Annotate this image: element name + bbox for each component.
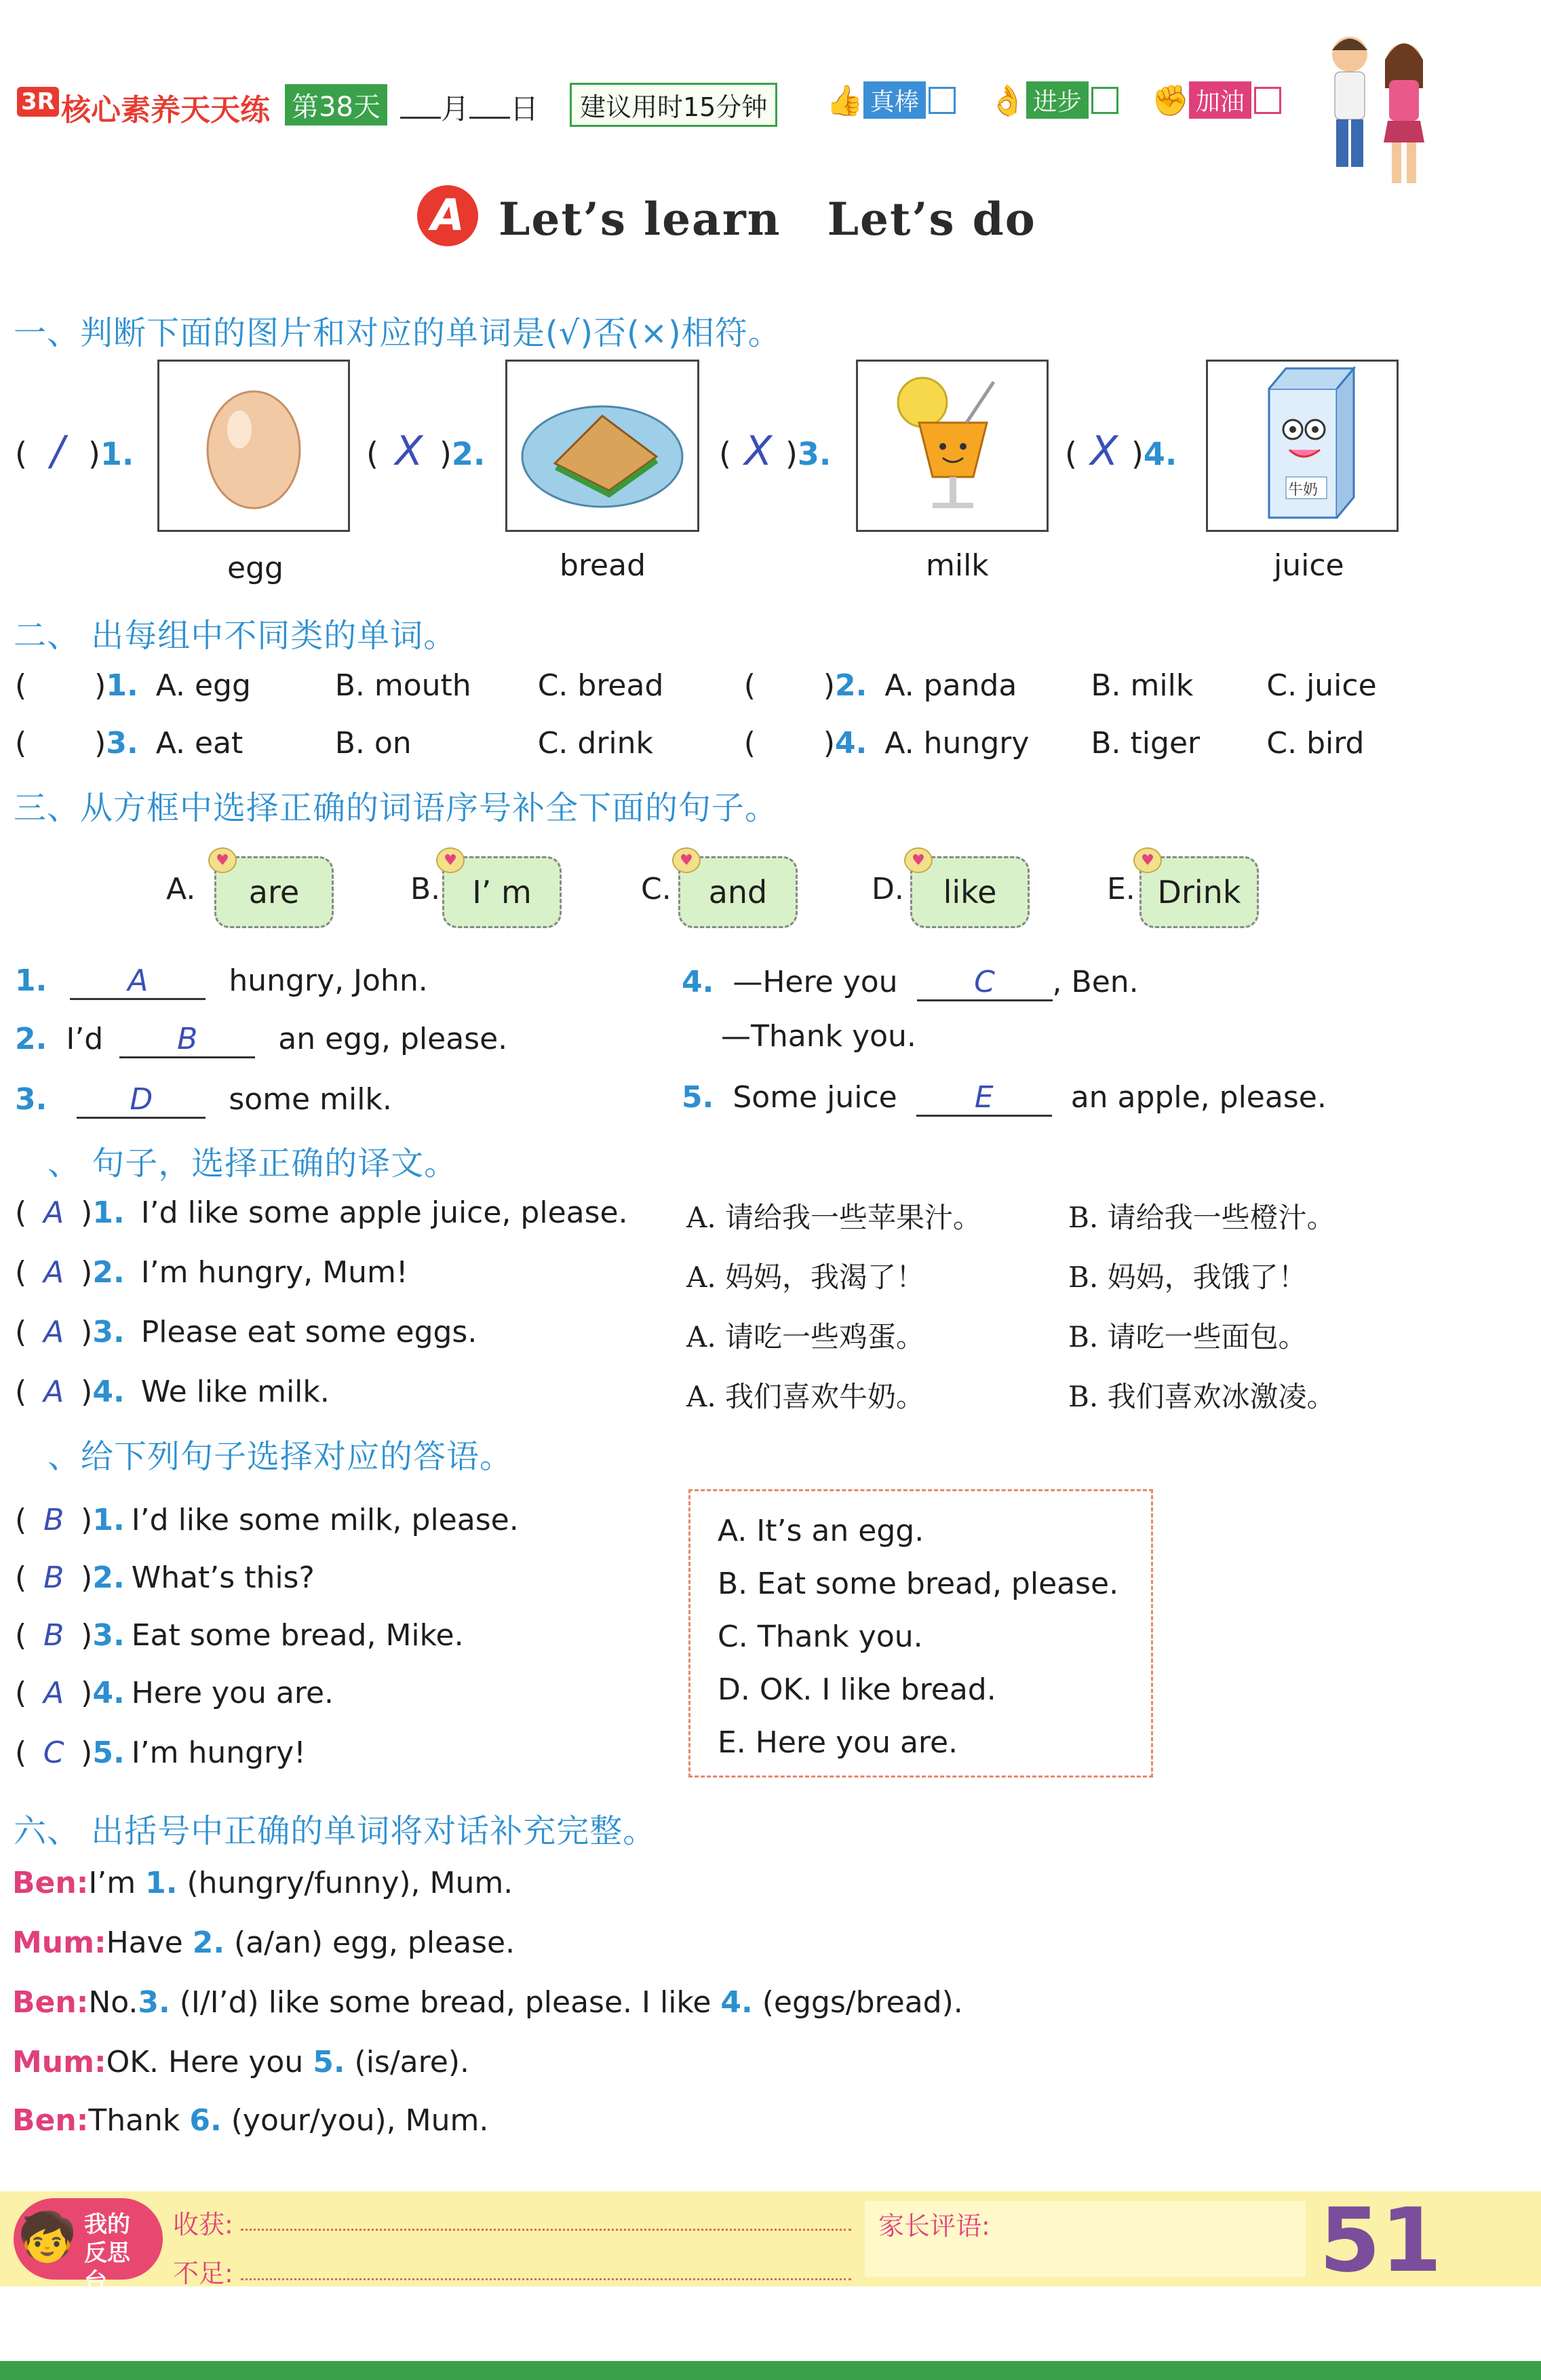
s4-q4-option-a: A. 我们喜欢牛奶。 xyxy=(686,1380,925,1413)
juice-word: juice xyxy=(1274,548,1344,583)
option-d-letter: D. xyxy=(872,872,904,906)
s3-q5: 5. Some juice E an apple, please. xyxy=(682,1080,1327,1117)
s5-choice-a: A. It’s an egg. xyxy=(718,1514,924,1548)
s4-q2-answer[interactable]: A xyxy=(43,1255,64,1290)
egg-picture-frame xyxy=(157,360,350,532)
s3-q4-blank[interactable]: C xyxy=(917,965,1053,1001)
s2-row1: ( )1. A. egg B. mouth C. bread ( )2. A. panda B. milk C. juice xyxy=(15,668,1377,703)
badge-progress-label: 进步 xyxy=(1026,81,1089,119)
s5-q5-answer[interactable]: C xyxy=(43,1735,64,1770)
footer-band xyxy=(0,2189,1541,2295)
s1-q4-answer[interactable]: X xyxy=(1090,427,1118,475)
s3-q5-blank[interactable]: E xyxy=(916,1080,1052,1117)
option-c-letter: C. xyxy=(641,872,671,906)
option-a-tag: ♥ are xyxy=(214,856,334,928)
s3-q2-blank[interactable]: B xyxy=(119,1022,255,1058)
s3-q1: 1. A hungry, John. xyxy=(15,963,428,1000)
option-e-letter: E. xyxy=(1107,872,1135,906)
option-c-tag: ♥ and xyxy=(678,856,798,928)
brand-logo: 3R xyxy=(17,87,59,117)
heart-icon: ♥ xyxy=(436,847,465,873)
s3-q1-blank[interactable]: A xyxy=(70,963,206,1000)
s5-row1: ( B )1. I’d like some milk, please. xyxy=(15,1503,519,1537)
s5-row5: ( C )5. I’m hungry! xyxy=(15,1735,306,1770)
section1-heading: 一、判断下面的图片和对应的单词是(√)否(×)相符。 xyxy=(14,314,781,352)
badge-cheer-label: 加油 xyxy=(1189,81,1251,119)
s5-choice-c: C. Thank you. xyxy=(718,1619,923,1654)
s4-q2-option-a: A. 妈妈，我渴了！ xyxy=(686,1261,925,1294)
lack-line[interactable] xyxy=(241,2278,851,2280)
bread-picture-frame xyxy=(505,360,699,532)
section2-heading: 二、 出每组中不同类的单词。 xyxy=(14,617,457,655)
s5-choice-d: D. OK. I like bread. xyxy=(718,1672,996,1707)
s4-q3-option-b: B. 请吃一些面包。 xyxy=(1068,1320,1307,1354)
gain-label: 收获: xyxy=(173,2210,233,2240)
option-d-tag: ♥ like xyxy=(910,856,1030,928)
lack-label: 不足: xyxy=(173,2259,233,2288)
milk-word: milk xyxy=(926,548,989,583)
brand-name: 核心素养天天练 xyxy=(61,93,270,128)
section6-heading: 六、 出括号中正确的单词将对话补充完整。 xyxy=(14,1812,657,1850)
month-blank: 月 日 xyxy=(400,87,539,128)
ok-hand-icon: 👌 xyxy=(989,83,1026,118)
s6-line1: Ben:I’m 1. (hungry/funny), Mum. xyxy=(12,1866,513,1900)
badge-progress-checkbox[interactable] xyxy=(1091,87,1118,114)
badge-progress[interactable] xyxy=(989,81,1118,119)
parent-comment-box[interactable] xyxy=(865,2201,1306,2277)
s1-q3-paren: ( X )3. xyxy=(719,427,832,475)
heart-icon: ♥ xyxy=(904,847,933,873)
s5-choices-box xyxy=(688,1489,1153,1778)
heart-icon: ♥ xyxy=(208,847,237,873)
section3-heading: 三、从方框中选择正确的词语序号补全下面的句子。 xyxy=(14,789,779,827)
heart-icon: ♥ xyxy=(1133,847,1162,873)
s4-row3: ( A )3. Please eat some eggs. xyxy=(15,1315,477,1349)
badge-cheer[interactable] xyxy=(1152,81,1281,119)
s4-q1-option-b: B. 请给我一些橙汁。 xyxy=(1068,1201,1335,1234)
badge-great-checkbox[interactable] xyxy=(929,87,956,114)
page-number: 51 xyxy=(1319,2189,1442,2292)
milk-picture-frame xyxy=(856,360,1049,532)
s5-q4-answer[interactable]: A xyxy=(43,1676,64,1710)
s4-q2-option-b: B. 妈妈，我饿了！ xyxy=(1068,1261,1307,1294)
section4-heading: 、 句子，选择正确的译文。 xyxy=(47,1145,458,1183)
day-badge: 第38天 xyxy=(285,84,387,126)
s3-q4-reply: —Thank you. xyxy=(721,1019,916,1054)
s5-choice-b: B. Eat some bread, please. xyxy=(718,1567,1119,1601)
heart-icon: ♥ xyxy=(672,847,701,873)
s4-q3-answer[interactable]: A xyxy=(43,1315,64,1349)
bread-word: bread xyxy=(560,548,646,583)
milk-box-label: 牛奶 xyxy=(1288,482,1319,499)
title-text: Let’s learn Let’s do xyxy=(499,193,1036,246)
bottom-border xyxy=(0,2361,1541,2380)
s4-q1-answer[interactable]: A xyxy=(43,1195,64,1230)
badge-great[interactable] xyxy=(826,81,956,119)
milk-carton-image xyxy=(1208,362,1397,530)
reflection-badge-text: 我的反思台 xyxy=(84,2211,130,2295)
s6-line2: Mum:Have 2. (a/an) egg, please. xyxy=(12,1925,515,1960)
s3-q2: 2. I’d B an egg, please. xyxy=(15,1022,507,1058)
s1-q2-paren: ( X )2. xyxy=(366,427,486,475)
parent-comment-label: 家长评语: xyxy=(878,2211,990,2241)
s4-row1: ( A )1. I’d like some apple juice, please. xyxy=(15,1195,628,1230)
sandwich-image xyxy=(507,362,697,530)
option-b-tag: ♥ I’ m xyxy=(442,856,562,928)
s3-q4: 4. —Here you C , Ben. xyxy=(682,965,1139,1001)
s4-q3-option-a: A. 请吃一些鸡蛋。 xyxy=(686,1320,925,1354)
page-title xyxy=(417,183,1036,248)
egg-image xyxy=(159,362,348,530)
option-e-tag: ♥ Drink xyxy=(1139,856,1259,928)
s5-row3: ( B )3. Eat some bread, Mike. xyxy=(15,1618,464,1653)
s3-q3: 3. D some milk. xyxy=(15,1082,392,1119)
option-b-letter: B. xyxy=(410,872,441,906)
thumbs-up-icon: 👍 xyxy=(826,83,863,118)
s5-q1-answer[interactable]: B xyxy=(43,1503,64,1537)
gain-line[interactable] xyxy=(241,2229,851,2231)
child-reading-icon: 🧒 xyxy=(18,2209,77,2265)
s5-row2: ( B )2. What’s this? xyxy=(15,1560,315,1595)
title-letter-badge: A xyxy=(417,185,478,246)
juice-glass-image xyxy=(858,362,1047,530)
fist-icon: ✊ xyxy=(1152,83,1189,118)
reflection-badge xyxy=(14,2198,163,2295)
s4-q1-option-a: A. 请给我一些苹果汁。 xyxy=(686,1201,982,1234)
s4-row4: ( A )4. We like milk. xyxy=(15,1375,330,1409)
s1-q4-paren: ( X )4. xyxy=(1065,427,1177,475)
s5-q2-answer[interactable]: B xyxy=(43,1560,64,1595)
s4-row2: ( A )2. I’m hungry, Mum! xyxy=(15,1255,408,1290)
juice-picture-frame xyxy=(1206,360,1399,532)
section5-heading: 、给下列句子选择对应的答语。 xyxy=(47,1438,513,1476)
s4-q4-answer[interactable]: A xyxy=(43,1375,64,1409)
s1-q2-answer[interactable]: X xyxy=(395,427,423,475)
s2-row2: ( )3. A. eat B. on C. drink ( )4. A. hungry B. tiger C. bird xyxy=(15,726,1365,761)
s5-row4: ( A )4. Here you are. xyxy=(15,1676,334,1710)
egg-word: egg xyxy=(227,551,284,586)
s3-q3-blank[interactable]: D xyxy=(77,1082,206,1119)
s6-line4: Mum:OK. Here you 5. (is/are). xyxy=(12,2045,469,2079)
s1-q1-answer[interactable]: / xyxy=(50,427,65,475)
option-a-letter: A. xyxy=(166,872,196,906)
badge-great-label: 真棒 xyxy=(863,81,926,119)
s6-line5: Ben:Thank 6. (your/you), Mum. xyxy=(12,2103,489,2138)
students-illustration xyxy=(1309,27,1445,204)
s4-q4-option-b: B. 我们喜欢冰激凌。 xyxy=(1068,1380,1335,1413)
suggest-time: 建议用时15分钟 xyxy=(570,83,777,127)
s1-q1-paren: ( / )1. xyxy=(15,427,134,475)
s6-line3: Ben:No.3. (I/I’d) like some bread, please. I like 4. (eggs/bread). xyxy=(12,1985,963,2020)
s1-q3-answer[interactable]: X xyxy=(744,427,773,475)
s5-choice-e: E. Here you are. xyxy=(718,1725,958,1760)
badge-cheer-checkbox[interactable] xyxy=(1254,87,1281,114)
s5-q3-answer[interactable]: B xyxy=(43,1618,64,1653)
